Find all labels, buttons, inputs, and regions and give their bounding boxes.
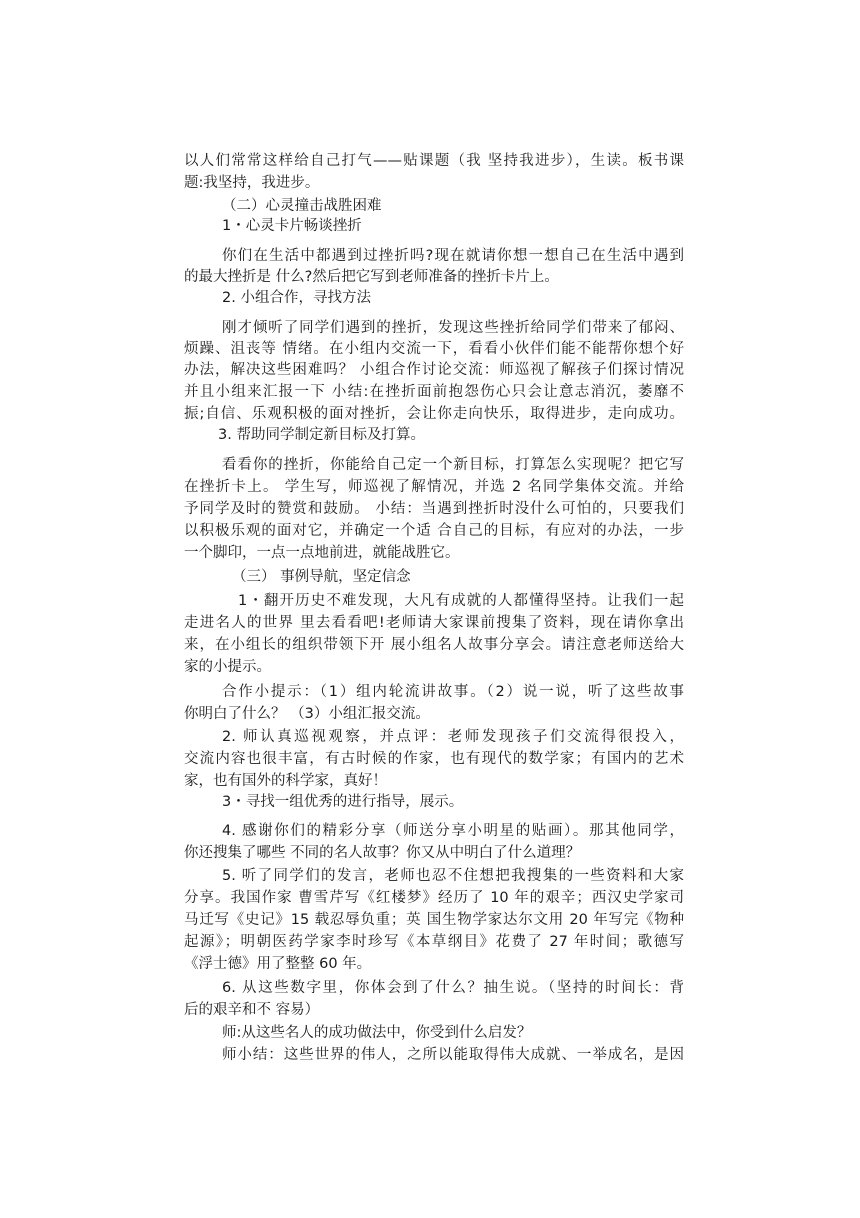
text-line: 合作小提示：（1）组内轮流讲故事。（2）说一说，听了这些故事 xyxy=(222,684,684,700)
text-line: 5. 听了同学们的发言，老师也忍不住想把我搜集的一些资料和大家 xyxy=(222,868,684,884)
text-line: 3・寻找一组优秀的进行指导，展示。 xyxy=(222,794,464,810)
text-line: 师小结：这些世界的伟人，之所以能取得伟大成就、一举成名，是因 xyxy=(222,1047,684,1063)
text-line: 家，也有国外的科学家，真好！ xyxy=(184,773,387,789)
text-line: 你们在生活中都遇到过挫折吗?现在就请你想一想自己在生活中遇到 xyxy=(222,248,684,264)
text-line: 后的艰辛和不 容易） xyxy=(184,1002,320,1018)
text-line: 予同学及时的赞赏和鼓励。 小结：当遇到挫折时没什么可怕的，只要我们 xyxy=(184,501,684,517)
text-line: 家的小提示。 xyxy=(184,659,271,675)
text-line: 以积极乐观的面对它，并确定一个适 合自己的目标，有应对的办法，一步 xyxy=(184,523,684,539)
text-line: 4. 感谢你们的精彩分享（师送分享小明星的贴画）。那其他同学， xyxy=(222,823,684,839)
text-line: 振;自信、乐观积极的面对挫折，会让你走向快乐，取得进步，走向成功。 xyxy=(184,406,684,422)
text-line: 的最大挫折是 什么?然后把它写到老师准备的挫折卡片上。 xyxy=(184,269,559,285)
text-line: 6. 从这些数字里，你体会到了什么？抽生说。（坚持的时间长：背 xyxy=(222,980,684,996)
section-heading: （二）心灵撞击战胜困难 xyxy=(222,198,382,214)
text-line: 1・翻开历史不难发现，大凡有成就的人都懂得坚持。让我们一起 xyxy=(238,593,684,609)
text-line: 来，在小组长的组织带领下开 展小组名人故事分享会。请注意老师送给大 xyxy=(184,637,684,653)
text-line: 并且小组来汇报一下 小结:在挫折面前抱怨伤心只会让意志消沉，萎靡不 xyxy=(184,384,684,400)
text-line: 2. 师认真巡视观察，并点评：老师发现孩子们交流得很投入， xyxy=(222,729,684,745)
subsection-heading: 3. 帮助同学制定新目标及打算。 xyxy=(218,427,425,443)
text-line: 你明白了什么？ （3）小组汇报交流。 xyxy=(184,706,430,722)
text-line: 看看你的挫折，你能给自己定一个新目标，打算怎么实现呢？把它写 xyxy=(222,457,684,473)
text-line: 题:我坚持，我进步。 xyxy=(184,175,320,191)
text-line: 刚才倾听了同学们遇到的挫折，发现这些挫折给同学们带来了郁闷、 xyxy=(222,320,684,336)
text-line: 走进名人的世界 里去看看吧!老师请大家课前搜集了资料，现在请你拿出 xyxy=(184,615,684,631)
text-line: 马迁写《史记》15 载忍辱负重；英 国生物学家达尔文用 20 年写完《物种 xyxy=(184,912,684,928)
text-line: 办法，解决这些困难吗？ 小组合作讨论交流：师巡视了解孩子们探讨情况 xyxy=(184,362,684,378)
text-line: 在挫折卡上。 学生写，师巡视了解情况，并选 2 名同学集体交流。并给 xyxy=(184,479,684,495)
text-line: 师:从这些名人的成功做法中，你受到什么启发？ xyxy=(222,1025,532,1041)
subsection-heading: 1・心灵卡片畅谈挫折 xyxy=(222,218,362,234)
text-line: 《浮士德》用了整整 60 年。 xyxy=(184,956,372,972)
text-line: 你还搜集了哪些 不同的名人故事？你又从中明白了什么道理？ xyxy=(184,845,581,861)
section-heading: （三） 事例导航，坚定信念 xyxy=(232,569,411,585)
text-line: 以人们常常这样给自己打气——贴课题（我 坚持我进步），生读。板书课 xyxy=(184,153,684,169)
subsection-heading: 2. 小组合作，寻找方法 xyxy=(222,290,371,306)
text-line: 分享。我国作家 曹雪芹写《红楼梦》经历了 10 年的艰辛；西汉史学家司 xyxy=(184,890,684,906)
text-line: 交流内容也很丰富，有古时候的作家，也有现代的数学家；有国内的艺术 xyxy=(184,751,684,767)
text-line: 起源》；明朝医药学家李时珍写《本草纲目》花费了 27 年时间；歌德写 xyxy=(184,934,684,950)
text-line: 烦躁、沮丧等 情绪。在小组内交流一下，看看小伙伴们能不能帮你想个好 xyxy=(184,341,684,357)
text-line: 一个脚印，一点一点地前进，就能战胜它。 xyxy=(184,545,460,561)
